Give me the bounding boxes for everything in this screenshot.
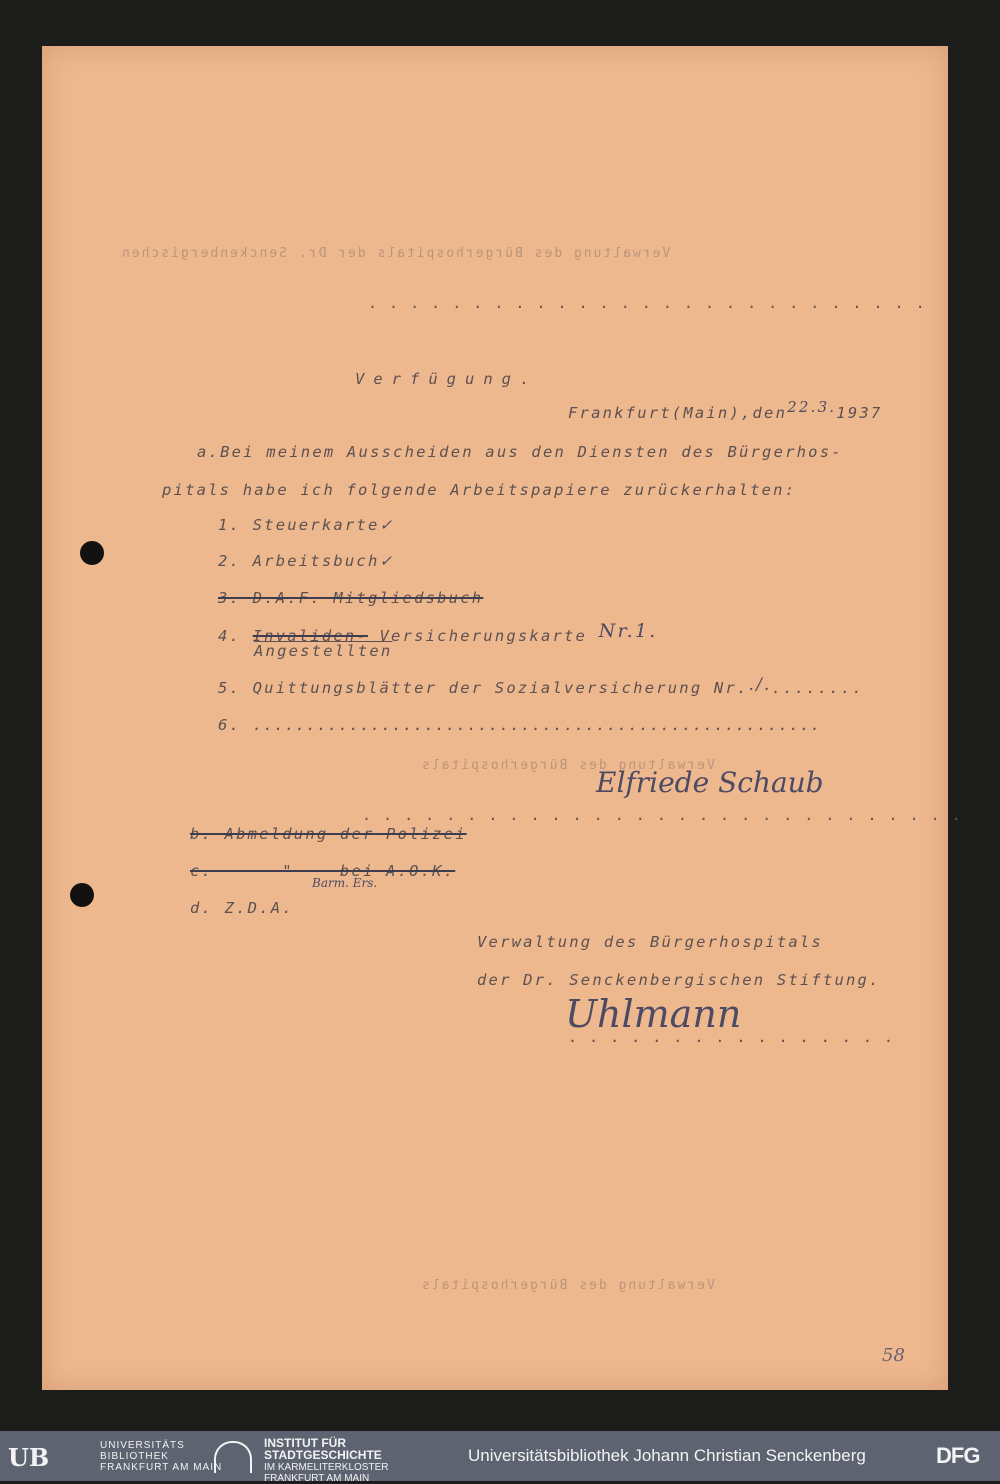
bleed-through-text: Verwaltung des Bürgerhospitals — [420, 758, 715, 773]
institute-arch-icon — [214, 1441, 252, 1473]
bleed-through-text: Verwaltung des Bürgerhospitals der Dr. Senckenbergischen — [120, 246, 671, 261]
struck-word: Invaliden- — [252, 627, 368, 645]
list-item-sub: Angestellten — [254, 642, 393, 660]
library-name-link[interactable]: Universitätsbibliothek Johann Christian Senckenberg — [468, 1446, 866, 1465]
place-date — [568, 398, 883, 422]
item-c-struck: c. " bei A.O.K. — [190, 862, 456, 880]
paragraph-a-line1: a.Bei meinem Ausscheiden aus den Diensten des Bürgerhos- — [197, 443, 843, 461]
year: 1937 — [836, 404, 883, 422]
ub-logo-text: UNIVERSITÄTS BIBLIOTHEK FRANKFURT AM MAIN — [100, 1440, 223, 1473]
item-d: d. Z.D.A. — [190, 899, 294, 917]
handwritten-date: 22.3. — [787, 398, 837, 416]
check-mark-icon: ✓ — [379, 516, 395, 534]
place-date-prefix: Frankfurt(Main),den — [568, 404, 788, 422]
institute-logo-text[interactable]: INSTITUT FÜR STADTGESCHICHTE IM KARMELITERKLOSTER FRANKFURT AM MAIN — [264, 1436, 389, 1484]
administration-line1: Verwaltung des Bürgerhospitals — [477, 933, 823, 951]
list-item: 1. Steuerkarte✓ — [218, 516, 395, 534]
administration-line2: der Dr. Senckenbergischen Stiftung. — [477, 971, 881, 989]
punch-hole-top — [80, 541, 104, 565]
dotted-line: . . . . . . . . . . . . . . . . — [568, 1028, 895, 1046]
paragraph-a-line2: pitals habe ich folgende Arbeitspapiere zurückerhalten: — [162, 481, 797, 499]
list-item: 6. ..................................................... — [218, 716, 822, 734]
ub-logo[interactable]: UB — [8, 1443, 50, 1472]
page-number: 58 — [882, 1345, 905, 1366]
signature-uhlmann: Uhlmann — [565, 992, 742, 1036]
punch-hole-bottom — [70, 883, 94, 907]
footer-banner — [0, 1431, 1000, 1484]
handwritten-note: Barm. Ers. — [312, 876, 378, 890]
dotted-line: . . . . . . . . . . . . . . . . . . . . . . . . . . . . . — [362, 806, 963, 824]
list-item: 5. Quittungsblätter der Sozialversicherung Nr../......... — [218, 675, 864, 697]
dfg-logo[interactable]: DFG — [936, 1443, 980, 1468]
document-title: Verfügung. — [355, 370, 539, 388]
check-mark-icon: ✓ — [379, 552, 395, 570]
list-item-struck: 3. D.A.F. Mitgliedsbuch — [218, 589, 484, 607]
dotted-line: . . . . . . . . . . . . . . . . . . . . . . . . . . . — [368, 294, 927, 312]
bleed-through-text: Verwaltung des Bürgerhospitals — [420, 1278, 715, 1293]
list-item: 2. Arbeitsbuch✓ — [218, 552, 395, 570]
list-item: 4. Invaliden- Versicherungskarte Nr.1. — [218, 620, 658, 645]
handwritten-mark: ./. — [748, 675, 772, 695]
handwritten-number: Nr.1. — [598, 620, 658, 642]
item-b-struck: b. Abmeldung der Polizei — [190, 825, 467, 843]
signature-elfriede: Elfriede Schaub — [596, 766, 824, 799]
